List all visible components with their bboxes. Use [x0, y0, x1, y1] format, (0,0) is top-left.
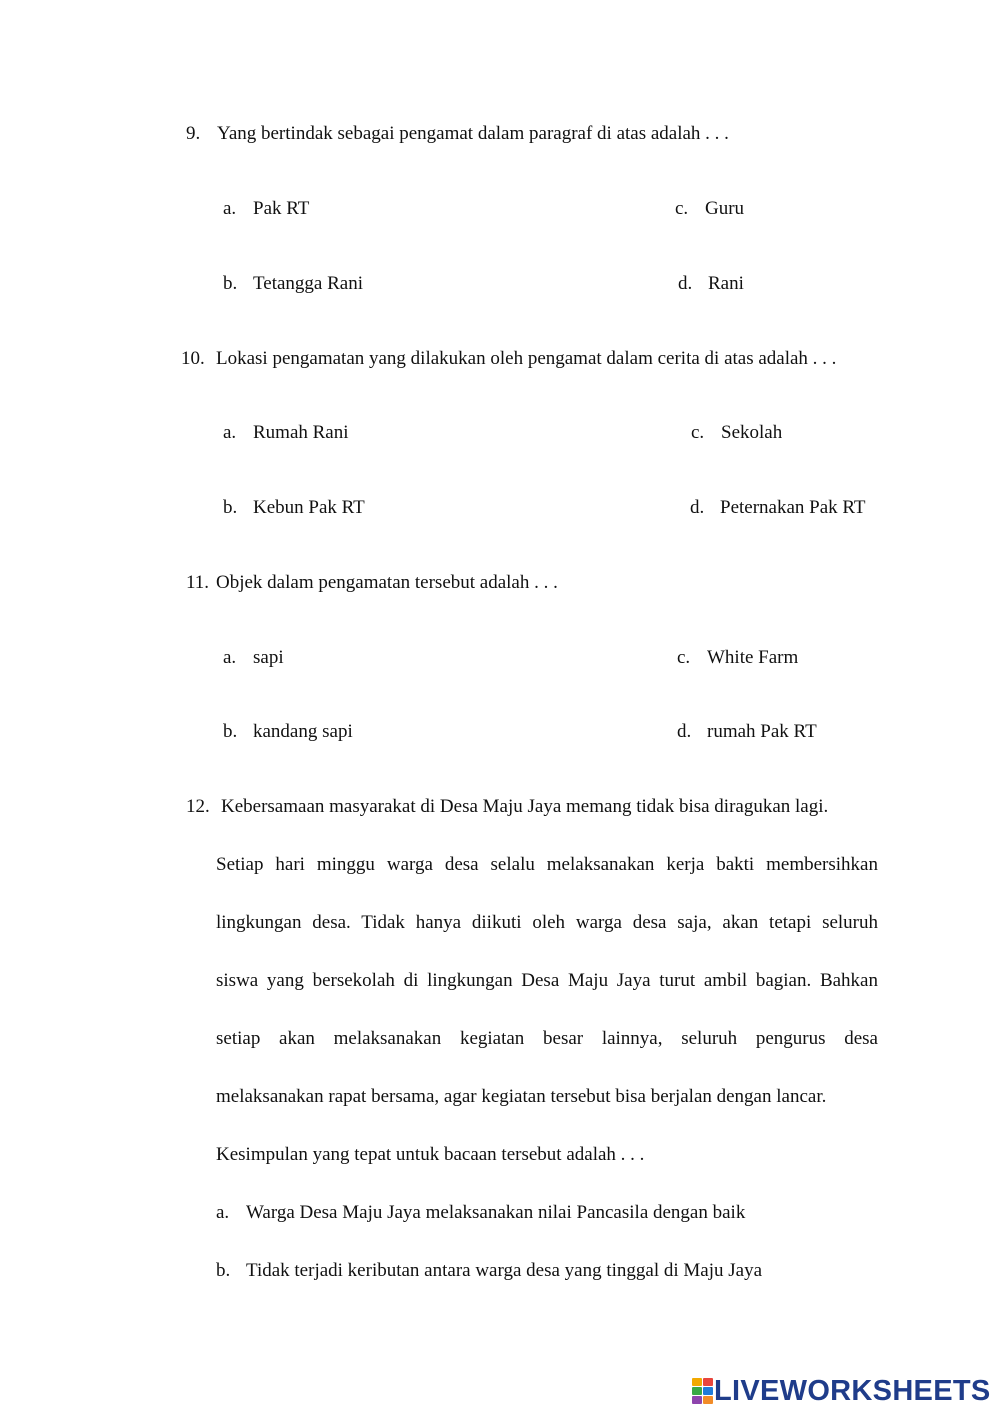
logo-tile	[703, 1387, 713, 1395]
option-letter: b.	[223, 273, 238, 294]
option-text: Guru	[705, 198, 745, 219]
option-letter: c.	[677, 647, 691, 668]
option-text: White Farm	[707, 647, 799, 668]
question-text: Lokasi pengamatan yang dilakukan oleh pengamat dalam cerita di atas adalah . . .	[216, 348, 837, 369]
passage-line: lingkungan desa. Tidak hanya diikuti oleh warga desa saja, akan tetapi seluruh	[216, 912, 878, 933]
option-text: Rumah Rani	[253, 422, 349, 443]
q11-option-a[interactable]	[223, 646, 284, 670]
option-letter: a.	[223, 647, 237, 668]
question-10	[181, 347, 836, 371]
option-text: Rani	[708, 273, 744, 294]
passage-line: siswa yang bersekolah di lingkungan Desa Maju Jaya turut ambil bagian. Bahkan	[216, 970, 878, 991]
passage-line: setiap akan melaksanakan kegiatan besar lainnya, seluruh pengurus desa	[216, 1028, 878, 1049]
option-text: Kebun Pak RT	[253, 497, 365, 518]
passage-line: Setiap hari minggu warga desa selalu melaksanakan kerja bakti membersihkan	[216, 854, 878, 875]
option-text: Sekolah	[721, 422, 783, 443]
option-letter: c.	[675, 198, 689, 219]
q9-option-d[interactable]	[678, 272, 744, 296]
option-text: rumah Pak RT	[707, 721, 817, 742]
option-letter: b.	[223, 497, 238, 518]
logo-tile	[703, 1378, 713, 1386]
liveworksheets-logo-icon	[692, 1378, 712, 1404]
logo-tile	[703, 1396, 713, 1404]
option-letter: a.	[216, 1202, 230, 1223]
q12-option-a[interactable]	[216, 1201, 745, 1225]
question-9	[186, 122, 729, 146]
q9-option-c[interactable]	[675, 197, 744, 221]
q10-option-d[interactable]	[690, 496, 866, 520]
question-number: 12.	[186, 796, 210, 817]
q11-option-d[interactable]	[677, 720, 817, 744]
option-letter: d.	[677, 721, 692, 742]
option-letter: b.	[216, 1260, 231, 1281]
option-letter: d.	[690, 497, 705, 518]
liveworksheets-brand	[692, 1374, 991, 1408]
question-prompt: Kesimpulan yang tepat untuk bacaan tersebut adalah . . .	[216, 1144, 645, 1165]
option-text: kandang sapi	[253, 721, 353, 742]
question-number: 10.	[181, 348, 205, 369]
option-letter: a.	[223, 198, 237, 219]
q11-option-c[interactable]	[677, 646, 798, 670]
q12-option-b[interactable]	[216, 1259, 762, 1283]
option-text: Warga Desa Maju Jaya melaksanakan nilai Pancasila dengan baik	[246, 1202, 746, 1223]
question-text: Objek dalam pengamatan tersebut adalah . . .	[216, 572, 558, 593]
option-text: Peternakan Pak RT	[720, 497, 866, 518]
logo-tile	[692, 1396, 702, 1404]
logo-tile	[692, 1387, 702, 1395]
q9-option-b[interactable]	[223, 272, 363, 296]
q10-option-a[interactable]	[223, 421, 349, 445]
question-text: Kebersamaan masyarakat di Desa Maju Jaya memang tidak bisa diragukan lagi.	[221, 796, 829, 817]
question-text: Yang bertindak sebagai pengamat dalam paragraf di atas adalah . . .	[217, 123, 729, 144]
option-text: Pak RT	[253, 198, 310, 219]
passage-line: melaksanakan rapat bersama, agar kegiatan tersebut bisa berjalan dengan lancar.	[216, 1086, 827, 1107]
question-11	[186, 571, 558, 595]
option-letter: c.	[691, 422, 705, 443]
q9-option-a[interactable]	[223, 197, 309, 221]
q10-option-c[interactable]	[691, 421, 782, 445]
option-letter: d.	[678, 273, 693, 294]
option-letter: b.	[223, 721, 238, 742]
option-text: Tetangga Rani	[253, 273, 363, 294]
option-letter: a.	[223, 422, 237, 443]
question-number: 9.	[186, 123, 201, 144]
option-text: Tidak terjadi keributan antara warga desa yang tinggal di Maju Jaya	[246, 1260, 763, 1281]
question-number: 11.	[186, 572, 210, 593]
q10-option-b[interactable]	[223, 496, 365, 520]
q11-option-b[interactable]	[223, 720, 353, 744]
option-text: sapi	[253, 647, 284, 668]
logo-tile	[692, 1378, 702, 1386]
question-12	[186, 795, 828, 819]
brand-name: LIVEWORKSHEETS	[714, 1374, 991, 1407]
